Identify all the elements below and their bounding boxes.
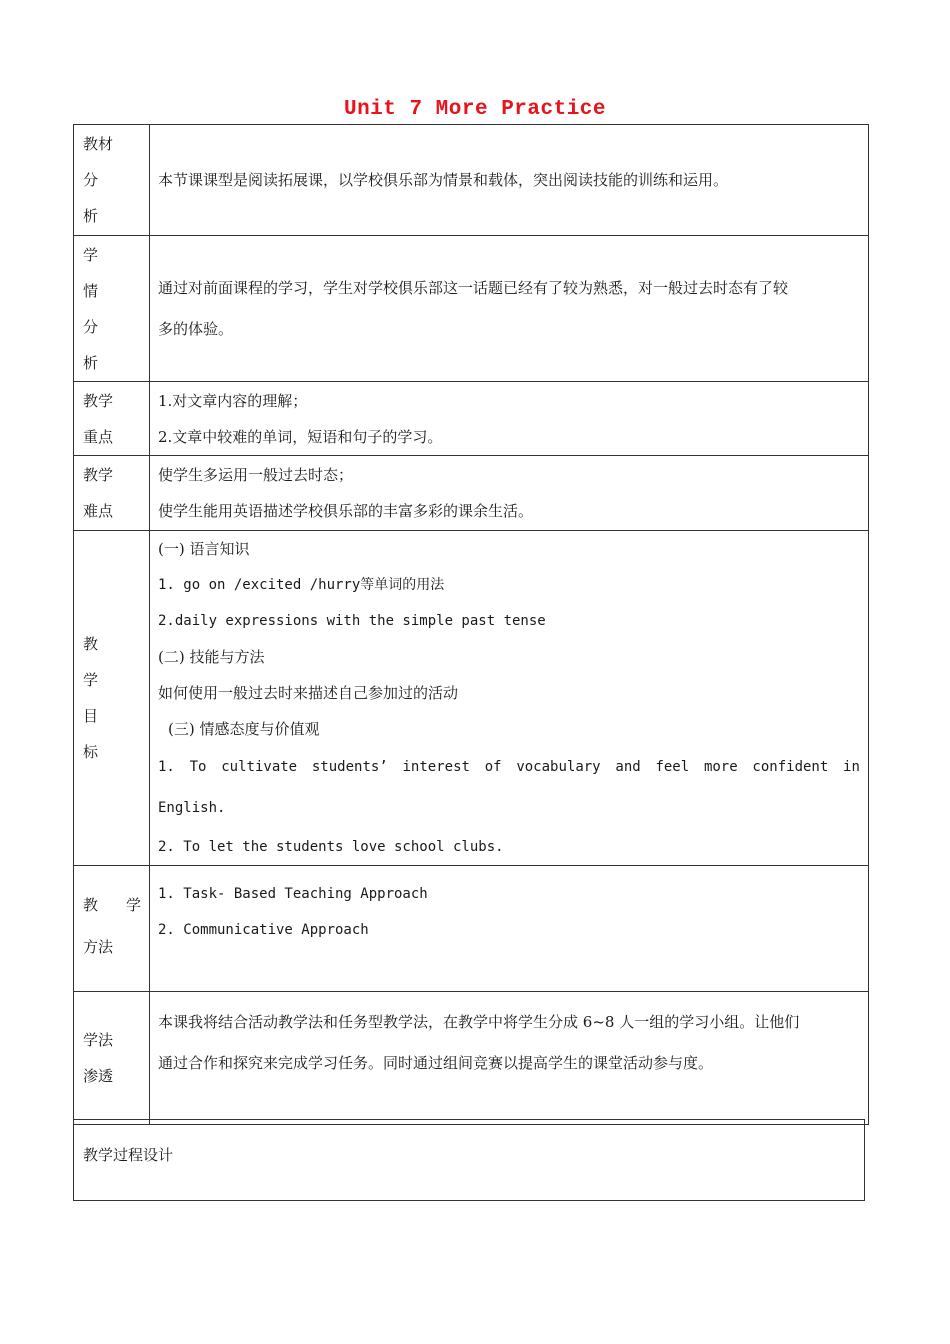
label-line — [83, 887, 141, 923]
label-line: 情 — [83, 281, 99, 300]
content-line: 多的体验。 — [158, 319, 234, 338]
row-label — [74, 531, 150, 866]
label-line: 分 — [83, 171, 99, 189]
row-key-points — [74, 382, 869, 456]
objective-item: 1. go on /excited /hurry等单词的用法 — [158, 577, 445, 593]
label-char: 学 — [125, 895, 141, 914]
lesson-plan-table — [73, 124, 869, 1125]
objective-item: 2.daily expressions with the simple past tense — [158, 613, 546, 629]
row-label — [74, 236, 150, 382]
row-teaching-methods — [74, 866, 869, 992]
content-line: 使学生能用英语描述学校俱乐部的丰富多彩的课余生活。 — [158, 502, 534, 520]
word: vocabulary — [516, 759, 601, 775]
objective-section-heading: (三) 情感态度与价值观 — [168, 720, 320, 738]
row-learner-analysis — [74, 236, 869, 382]
label-line: 目 — [83, 707, 99, 725]
word: students’ — [311, 759, 388, 775]
word: of — [484, 759, 502, 775]
content-line: 通过对前面课程的学习，学生对学校俱乐部这一话题已经有了较为熟悉，对一般过去时态有了较 — [158, 278, 789, 297]
word: and — [615, 759, 641, 775]
method-item: 1. Task- Based Teaching Approach — [158, 886, 428, 902]
method-item: 2. Communicative Approach — [158, 922, 369, 938]
word: 1. — [158, 759, 175, 775]
label-line: 分 — [83, 317, 99, 336]
label-line: 标 — [83, 743, 99, 761]
content-line: 使学生多运用一般过去时态； — [158, 466, 354, 484]
row-study-methods — [74, 992, 869, 1125]
row-content — [150, 236, 869, 382]
word: To — [189, 759, 207, 775]
word: confident — [752, 759, 829, 775]
label-line: 学法 — [83, 1031, 114, 1049]
row-content — [150, 382, 869, 456]
row-label — [74, 382, 150, 456]
word: more — [703, 759, 738, 775]
label-line: 析 — [83, 353, 99, 372]
process-design-box — [73, 1119, 865, 1201]
objective-section-heading: (一) 语言知识 — [158, 540, 250, 558]
row-content — [150, 125, 869, 236]
objective-section-heading: (二) 技能与方法 — [158, 648, 265, 666]
word: cultivate — [221, 759, 298, 775]
content-line: 本节课课型是阅读拓展课，以学校俱乐部为情景和载体，突出阅读技能的训练和运用。 — [158, 171, 729, 189]
row-content — [150, 531, 869, 866]
process-design-title: 教学过程设计 — [83, 1146, 174, 1164]
row-material-analysis — [74, 125, 869, 236]
row-label — [74, 125, 150, 236]
objective-item: 如何使用一般过去时来描述自己参加过的活动 — [158, 684, 459, 702]
word: in — [843, 759, 860, 775]
row-content — [150, 456, 869, 531]
label-line: 难点 — [83, 502, 114, 520]
row-label — [74, 866, 150, 992]
label-line: 析 — [83, 207, 99, 225]
label-line: 教 — [83, 635, 99, 653]
label-line: 教学 — [83, 466, 114, 484]
word: feel — [655, 759, 690, 775]
row-content — [150, 866, 869, 992]
content-line: 2.文章中较难的单词，短语和句子的学习。 — [158, 427, 443, 446]
content-line: 本课我将结合活动教学法和任务型教学法，在教学中将学生分成 6~8 人一组的学习小组。让他们 — [158, 1013, 800, 1031]
label-line: 教学 — [83, 391, 114, 410]
label-line: 学 — [83, 245, 99, 264]
page-title: Unit 7 More Practice — [343, 98, 607, 121]
label-line: 教材 — [83, 135, 114, 153]
content-line: 1.对文章内容的理解； — [158, 391, 308, 410]
label-line: 重点 — [83, 427, 114, 446]
objective-item: 2. To let the students love school clubs. — [158, 839, 504, 855]
label-line: 渗透 — [83, 1067, 114, 1085]
content-line: 通过合作和探究来完成学习任务。同时通过组间竞赛以提高学生的课堂活动参与度。 — [158, 1054, 714, 1072]
row-difficulties — [74, 456, 869, 531]
word: interest — [402, 759, 470, 775]
row-objectives — [74, 531, 869, 866]
row-label — [74, 992, 150, 1125]
objective-item-justified — [158, 747, 860, 787]
label-line: 方法 — [83, 937, 114, 956]
objective-item: English. — [158, 800, 226, 816]
label-char: 教 — [83, 895, 99, 914]
row-label — [74, 456, 150, 531]
label-line: 学 — [83, 671, 99, 689]
row-content — [150, 992, 869, 1125]
